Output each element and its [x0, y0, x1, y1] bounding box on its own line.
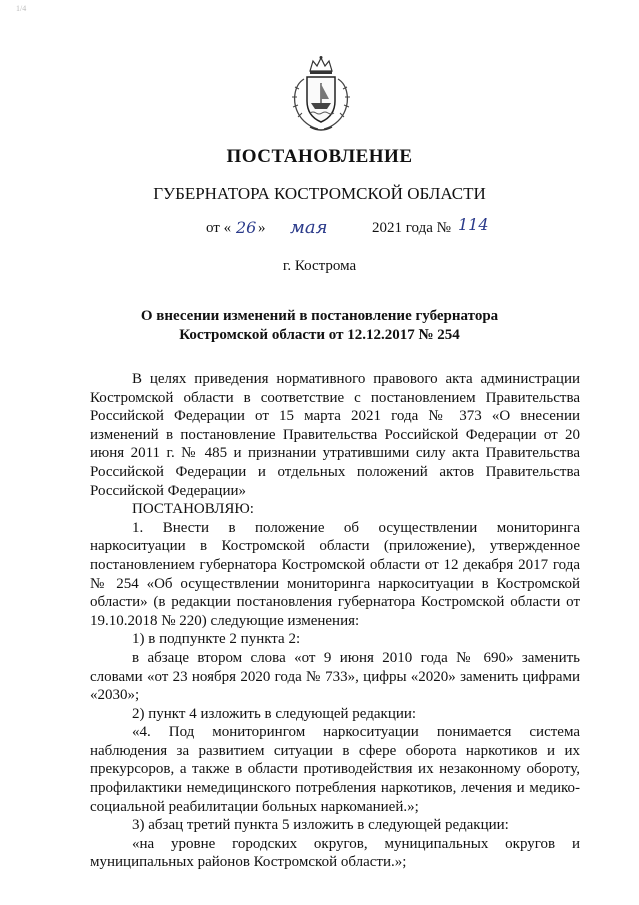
date-year: 2021 года №: [372, 220, 451, 236]
clause-1-sub-1-text: в абзаце втором слова «от 9 июня 2010 года № 690» заменить словами «от 23 ноября 2020 года № 733», цифры «2020» заменить цифрами «2030»;: [90, 649, 580, 704]
margin-mark: 1/4: [16, 4, 27, 13]
clause-1-sub-3: 3) абзац третий пункта 5 изложить в следующей редакции:: [132, 817, 509, 834]
date-day-handwritten: 26: [236, 218, 257, 237]
document-subject: [0, 307, 639, 345]
clause-1-sub-1: 1) в подпункте 2 пункта 2:: [132, 631, 301, 648]
issuer-subtitle: ГУБЕРНАТОРА КОСТРОМСКОЙ ОБЛАСТИ: [153, 184, 486, 203]
coat-of-arms-emblem: [290, 55, 352, 133]
date-prefix: от «: [206, 220, 232, 236]
date-quote-close: »: [258, 220, 266, 236]
clause-1-sub-2: 2) пункт 4 изложить в следующей редакции:: [132, 705, 417, 722]
clause-1-sub-2-text: «4. Под мониторингом наркоситуации понимается система наблюдения за развитием ситуации в сфере оборота наркотиков и их прекурсоров, а также в области противодействия их незаконному обороту, профилактики немедицинского потребления наркотиков, лечения и медико-социальной реабилитации больных наркоманией.»;: [90, 724, 580, 815]
document-body: [90, 370, 580, 872]
preamble-paragraph: В целях приведения нормативного правового акта администрации Костромской области в соответствие с постановлением Правительства Российской Федерации от 15 марта 2021 года № 373 «О внесении изменений в постановление Правительства Российской Федерации от 20 июня 2011 г. № 485 и признании утратившими силу акта Правительства Российской Федерации и отдельных положений актов Правительства Российской Федерации»: [90, 371, 580, 499]
subject-line-1: О внесении изменений в постановление губернатора: [140, 308, 499, 324]
decree-word: ПОСТАНОВЛЯЮ:: [132, 501, 254, 518]
subject-line-2: Костромской области от 12.12.2017 № 254: [179, 327, 460, 343]
city: г. Кострома: [282, 258, 357, 274]
document-title: ПОСТАНОВЛЕНИЕ: [226, 146, 413, 167]
date-month-handwritten: мая: [290, 217, 328, 238]
clause-1-sub-3-text: «на уровне городских округов, муниципальных округов и муниципальных районов Костромской области.»;: [90, 835, 580, 871]
document-number-handwritten: 114: [458, 215, 489, 234]
clause-1: 1. Внести в положение об осуществлении мониторинга наркоситуации в Костромской области (приложение), утвержденное постановлением губернатора Костромской области от 12 декабря 2017 года № 254 «Об осуществлении мониторинга наркоситуации в Костромской области» (в редакции постановления губернатора Костромской области от 19.10.2018 № 220) следующие изменения:: [90, 519, 580, 629]
